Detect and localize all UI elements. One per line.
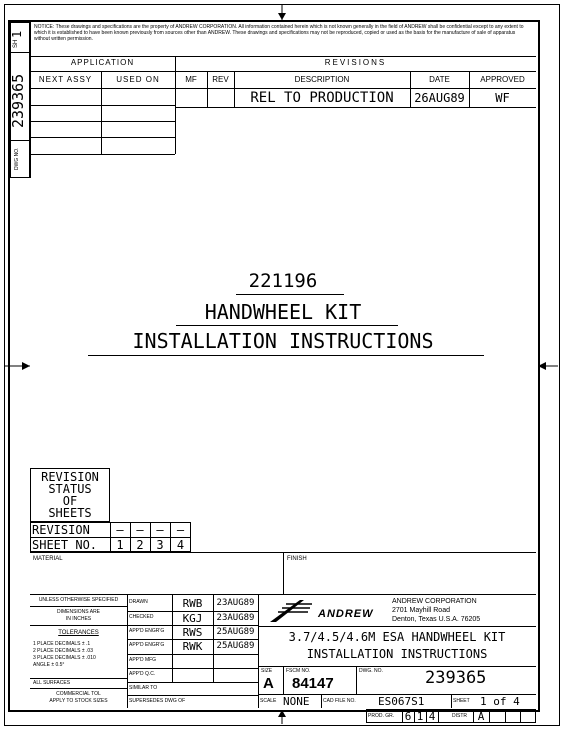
fscm-value: 84147 <box>292 675 334 692</box>
engr1-date: 25AUG89 <box>216 627 255 637</box>
rev-status-rev-1: – <box>116 523 124 537</box>
tolerances-title: TOLERANCES <box>58 630 99 636</box>
material-label: MATERIAL <box>33 556 63 562</box>
size-value: A <box>263 675 274 692</box>
cad-file-value: ES067S1 <box>378 695 425 708</box>
scale-value: NONE <box>283 695 310 708</box>
side-dwg-no: 239365 <box>9 73 27 128</box>
tol-1-place: 1 PLACE DECIMALS ± .1 <box>33 641 91 647</box>
finish-label: FINISH <box>287 556 307 562</box>
rev-status-sheet-4: 4 <box>176 538 185 552</box>
company-name: ANDREW CORPORATION <box>392 598 477 605</box>
rev-status-title3: OF <box>62 494 78 508</box>
col-date: DATE <box>429 75 450 84</box>
commercial-line2: APPLY TO STOCK SIZES <box>49 698 108 704</box>
col-mf: MF <box>185 75 197 84</box>
drawn-label: DRAWN <box>129 599 148 605</box>
fscm-label: FSCM NO. <box>286 668 311 674</box>
similar-label: SIMILAR TO <box>129 685 158 691</box>
scale-label: SCALE <box>260 698 277 704</box>
mfg-label: APP'D MFG <box>129 657 157 663</box>
cad-label: CAD FILE NO. <box>323 698 356 704</box>
col-description: DESCRIPTION <box>294 75 350 84</box>
sheet-of-value: 1 of 4 <box>480 695 520 708</box>
col-approved: APPROVED <box>480 75 525 84</box>
rev-status-rev-4: – <box>176 523 185 537</box>
rev-approved: WF <box>495 91 510 105</box>
checked-date: 23AUG89 <box>216 613 255 623</box>
rev-status-rev-3: – <box>156 523 164 537</box>
distr-label: DISTR <box>452 713 467 719</box>
tol-3-place: 3 PLACE DECIMALS ± .010 <box>33 655 96 661</box>
rev-date: 26AUG89 <box>414 91 465 105</box>
rev-description: REL TO PRODUCTION <box>250 90 394 106</box>
logo-text: ANDREW <box>318 608 374 620</box>
drawn-date: 23AUG89 <box>216 598 255 608</box>
unless-specified: UNLESS OTHERWISE SPECIFIED <box>38 597 119 603</box>
engr2-label: APP'D ENGR'G <box>129 642 165 648</box>
application-header: APPLICATION <box>70 58 135 67</box>
checked-by: KGJ <box>182 612 203 625</box>
rev-status-title1: REVISION <box>41 470 99 484</box>
dimensions-line2: IN INCHES <box>65 616 92 622</box>
col-used-on: USED ON <box>116 75 160 84</box>
checked-label: CHECKED <box>129 614 154 620</box>
commercial-line1: COMMERCIAL TOL <box>56 691 101 697</box>
side-sheet-no: 1 <box>10 30 24 38</box>
notice-text: NOTICE: These drawings and specifications are the property of ANDREW CORPORATION. All information contained herein which is not known generally in the field of ANDREW shall be confidential except to any extent to which it is established to have been known previously from sources other than ANDREW. These drawings and specifications may not be reproduced, copied or used as the basis for the manufacture of sale of apparatus without written permission. <box>34 24 524 43</box>
rev-status-title4: SHEETS <box>48 506 92 520</box>
rev-status-sheet-3: 3 <box>156 538 164 552</box>
rev-status-title2: STATUS <box>48 482 92 496</box>
supersedes-label: SUPERSEDES DWG OF <box>129 698 186 704</box>
rev-status-revision-label: REVISION <box>32 523 90 537</box>
tol-angle: ANGLE ± 0.5° <box>33 662 65 668</box>
col-next-assy: NEXT ASSY <box>38 75 93 84</box>
title-line2: INSTALLATION INSTRUCTIONS <box>306 647 488 661</box>
dwg-no-value: 239365 <box>425 668 487 688</box>
rev-status-sheet-label: SHEET NO. <box>32 538 98 552</box>
rev-status-sheet-2: 2 <box>136 538 144 552</box>
rev-status-rev-2: – <box>136 523 144 537</box>
side-dwg-label: DWG NO. <box>14 147 20 170</box>
prod-gr-3: 4 <box>428 710 436 723</box>
company-address2: Denton, Texas U.S.A. 76205 <box>392 616 481 623</box>
engr2-date: 25AUG89 <box>216 641 255 651</box>
size-label: SIZE <box>261 668 273 674</box>
drawn-by: RWB <box>182 597 203 610</box>
engr2-by: RWK <box>182 640 203 653</box>
main-title-line1: HANDWHEEL KIT <box>204 300 362 324</box>
prod-gr-1: 6 <box>404 710 412 723</box>
rev-status-sheet-1: 1 <box>116 538 124 552</box>
qc-label: APP'D Q.C. <box>129 671 156 677</box>
distr-1: A <box>477 710 485 723</box>
engr1-label: APP'D ENGR'G <box>129 628 165 634</box>
engr1-by: RWS <box>182 626 203 639</box>
sheet-label: SH <box>13 39 19 48</box>
sheet-label-tb: SHEET <box>453 698 470 704</box>
prod-gr-2: 1 <box>416 710 424 723</box>
title-line1: 3.7/4.5/4.6M ESA HANDWHEEL KIT <box>288 630 506 644</box>
company-address1: 2701 Mayhill Road <box>392 607 450 614</box>
dimensions-line1: DIMENSIONS ARE <box>56 609 101 615</box>
tol-2-place: 2 PLACE DECIMALS ± .03 <box>33 648 93 654</box>
col-rev: REV <box>212 75 229 84</box>
prod-gr-label: PROD. GR. <box>368 713 395 719</box>
main-title-line2: INSTALLATION INSTRUCTIONS <box>132 329 434 353</box>
dwg-no-label: DWG. NO. <box>359 668 383 674</box>
main-title-number: 221196 <box>248 270 318 292</box>
revisions-header: REVISIONS <box>324 58 387 67</box>
all-surfaces: ALL SURFACES <box>33 680 71 686</box>
